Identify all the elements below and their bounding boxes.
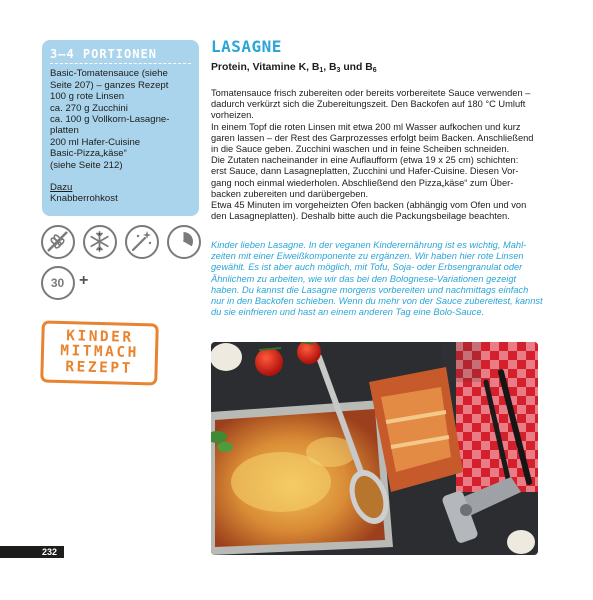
recipe-title: LASAGNE [211, 37, 282, 56]
body-line: In einem Topf die roten Linsen mit etwa 200 ml Wasser aufkochen und kurz [211, 121, 521, 132]
recipe-icons [41, 225, 201, 261]
recipe-instructions [211, 88, 538, 222]
body-line: backen zubereiten und darübergeben. [211, 188, 369, 199]
body-line: erst Sauce, dann Lasagneplatten, Zucchini und Hafer-Cuisine. Diesen Vor- [211, 166, 519, 177]
ingredient-line: platten [50, 125, 79, 137]
ingredient-line: 200 ml Hafer-Cuisine [50, 136, 141, 148]
stamp-line: REZEPT [65, 358, 133, 377]
time-label: 30 [50, 276, 65, 290]
lasagne-photo [211, 342, 538, 555]
kids-line: du sie einfrieren und hast an einem anderen Tag eine Bolo-Sauce. [211, 307, 485, 318]
subtitle-text: , B [323, 62, 337, 73]
body-line: garen lassen – der Rest des Garprozesses erfolgt beim Backen. Anschließend [211, 132, 534, 143]
body-line: den Lasagneplatten). Deshalb bitte auch die Packungsbeilage beachten. [211, 211, 510, 222]
kids-note [211, 240, 543, 318]
body-line: dadurch verkürzt sich die Zubereitungszeit. Den Backofen auf 180 °C Umluft [211, 99, 526, 110]
ingredient-line: 100 g rote Linsen [50, 91, 125, 103]
kids-line: gewählt. Es ist aber auch möglich, mit Tofu, Soja- oder Erbsengranulat oder [211, 262, 523, 273]
easy-magic-icon [125, 225, 159, 259]
page-number: 232 [42, 547, 58, 557]
ingredient-line: ca. 270 g Zucchini [50, 102, 128, 114]
dazu-label: Dazu [50, 182, 73, 194]
freezer-icon [83, 225, 117, 259]
ingredient-line: Basic-Pizza„käse“ [50, 148, 127, 160]
subscript: 6 [372, 67, 377, 74]
kids-line: nur in den Backofen schieben. Wenn du mehr von der Sauce zubereitest, kannst [211, 296, 543, 307]
kinder-mitmach-stamp [40, 320, 159, 385]
kids-line: zeiten mit einer Eiweißkomponente zu ergänzen. Wir haben hier rote Linsen [211, 251, 524, 262]
kids-line: Kinder lieben Lasagne. In der veganen Kinderernährung ist es wichtig, Mahl- [211, 240, 527, 250]
plus-sign: + [79, 272, 89, 289]
timer-icon [167, 225, 201, 259]
ingredients-box [42, 40, 199, 216]
body-line: in die Sauce geben. Zucchini waschen und in feine Scheiben schneiden. [211, 144, 510, 155]
dazu-item: Knabberrohkost [50, 193, 118, 205]
kids-line: haben. Du kannst die Lasagne morgens vorbereiten und nachmittags einfach [211, 284, 529, 295]
nutrients-subtitle [211, 62, 377, 74]
subscript: 3 [336, 67, 341, 74]
kids-line: Ähnlichem zu arbeiten, wie wir das bei den Bolognese-Variationen gezeigt [211, 273, 517, 284]
ingredient-line: ca. 100 g Vollkorn-Lasagne- [50, 114, 170, 126]
subscript: 1 [319, 67, 324, 74]
ingredient-line: Seite 207) – ganzes Rezept [50, 79, 169, 91]
clock-30-icon [41, 266, 75, 300]
body-line: Die Zutaten nacheinander in eine Auflaufform (etwa 19 x 25 cm) schichten: [211, 155, 519, 166]
ingredient-list [50, 68, 191, 171]
portions-label: 3–4 PORTIONEN [50, 49, 191, 64]
time-icons [41, 266, 101, 302]
body-line: Tomatensauce frisch zubereiten oder bereits vorbereitete Sauce verwenden – [211, 88, 531, 98]
body-line: vorheizen. [211, 110, 254, 121]
body-line: Etwa 45 Minuten im vorgeheizten Ofen backen (abhängig vom Ofen und von [211, 200, 527, 211]
subtitle-text: Protein, Vitamine K, B [211, 62, 320, 73]
subtitle-text: und B [340, 62, 373, 73]
gluten-free-icon [41, 225, 75, 259]
stamp-line: KINDER [66, 327, 134, 346]
ingredient-line: (siehe Seite 212) [50, 159, 123, 171]
body-line: gang noch einmal wiederholen. Abschließend den Pizza„käse“ zum Über- [211, 177, 514, 188]
ingredient-line: Basic-Tomatensauce (siehe [50, 68, 168, 80]
stamp-line: MITMACH [60, 343, 140, 362]
